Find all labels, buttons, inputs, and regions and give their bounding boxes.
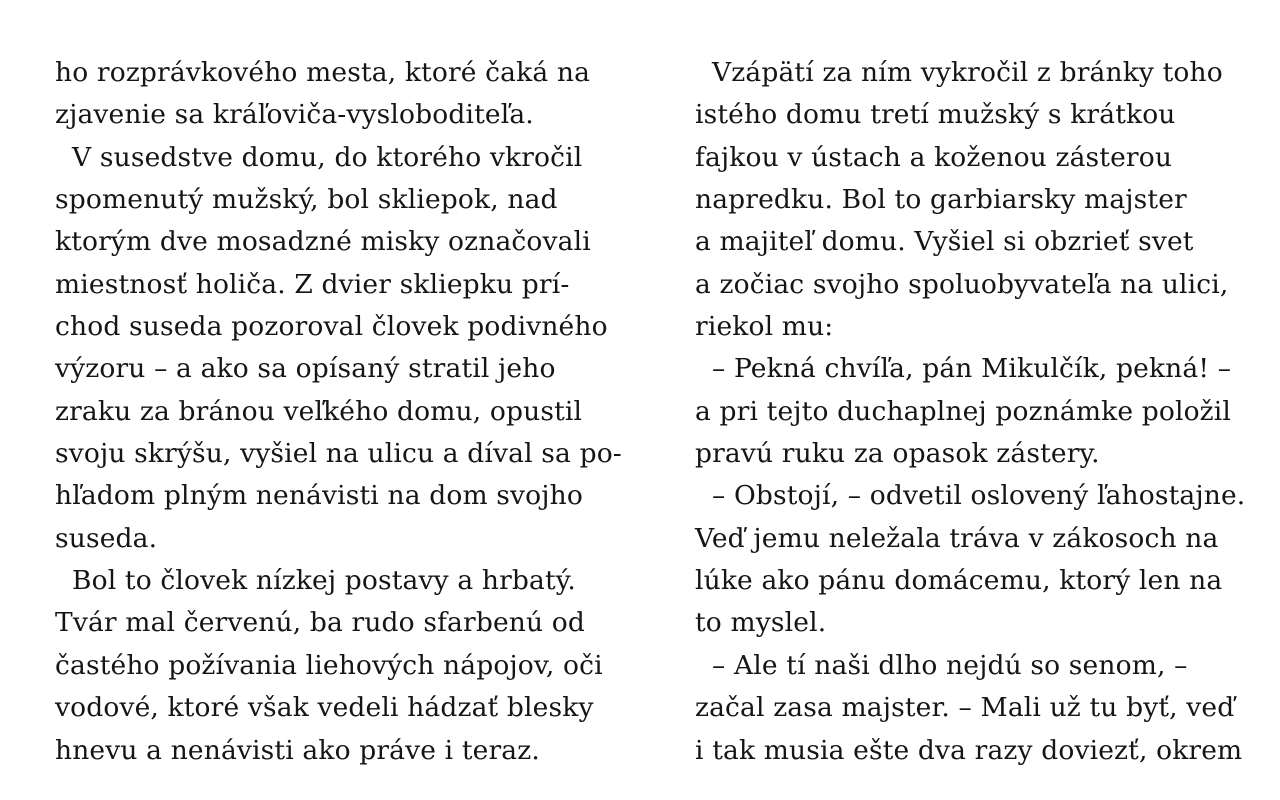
text-line: pravú ruku za opasok zástery. bbox=[695, 438, 1100, 470]
text-line: častého požívania liehových nápojov, oči bbox=[55, 649, 603, 681]
text-line: zjavenie sa kráľoviča-vysloboditeľa. bbox=[55, 99, 534, 131]
text-line: vodové, ktoré však vedeli hádzať blesky bbox=[55, 692, 594, 724]
text-line: svoju skrýšu, vyšiel na ulicu a díval sa po- bbox=[55, 438, 622, 470]
text-line: istého domu tretí mužský s krátkou bbox=[695, 99, 1176, 131]
text-line: výzoru – a ako sa opísaný stratil jeho bbox=[55, 353, 556, 385]
text-line: hnevu a nenávisti ako práve i teraz. bbox=[55, 734, 540, 766]
text-line: miestnosť holiča. Z dvier skliepku prí- bbox=[55, 268, 570, 300]
paragraph-start-line: – Pekná chvíľa, pán Mikulčík, pekná! – bbox=[712, 353, 1232, 385]
text-line: chod suseda pozoroval človek podivného bbox=[55, 311, 608, 343]
text-line: a majiteľ domu. Vyšiel si obzrieť svet bbox=[695, 226, 1194, 258]
right-page-text bbox=[695, 52, 1255, 772]
text-line: a zočiac svojho spoluobyvateľa na ulici, bbox=[695, 268, 1229, 300]
text-line: ktorým dve mosadzné misky označovali bbox=[55, 226, 591, 258]
text-line: ho rozprávkového mesta, ktoré čaká na bbox=[55, 57, 591, 88]
text-line: fajkou v ústach a koženou zásterou bbox=[695, 141, 1173, 173]
text-line: napredku. Bol to garbiarsky majster bbox=[695, 184, 1187, 216]
text-line: Tvár mal červenú, ba rudo sfarbenú od bbox=[55, 607, 585, 639]
text-line: Veď jemu neležala tráva v zákosoch na bbox=[695, 522, 1219, 554]
text-line: riekol mu: bbox=[695, 311, 834, 343]
text-line: to myslel. bbox=[695, 607, 827, 639]
paragraph-start-line: V susedstve domu, do ktorého vkročil bbox=[72, 141, 583, 173]
text-line: suseda. bbox=[55, 522, 158, 554]
paragraph-start-line: Bol to človek nízkej postavy a hrbatý. bbox=[72, 565, 576, 597]
text-line: hľadom plným nenávisti na dom svojho bbox=[55, 480, 583, 512]
text-line: zraku za bránou veľkého domu, opustil bbox=[55, 395, 583, 427]
text-line: lúke ako pánu domácemu, ktorý len na bbox=[695, 565, 1223, 597]
text-line: začal zasa majster. – Mali už tu byť, veď bbox=[695, 692, 1235, 724]
text-line: i tak musia ešte dva razy doviezť, okrem bbox=[695, 734, 1243, 766]
paragraph-start-line: – Ale tí naši dlho nejdú so senom, – bbox=[712, 649, 1188, 681]
left-page-text bbox=[55, 52, 622, 772]
paragraph-start-line: Vzápätí za ním vykročil z bránky toho bbox=[712, 57, 1223, 88]
paragraph-start-line: – Obstojí, – odvetil oslovený ľahostajne. bbox=[712, 480, 1246, 512]
text-line: spomenutý mužský, bol skliepok, nad bbox=[55, 184, 558, 216]
text-line: a pri tejto duchaplnej poznámke položil bbox=[695, 395, 1232, 427]
